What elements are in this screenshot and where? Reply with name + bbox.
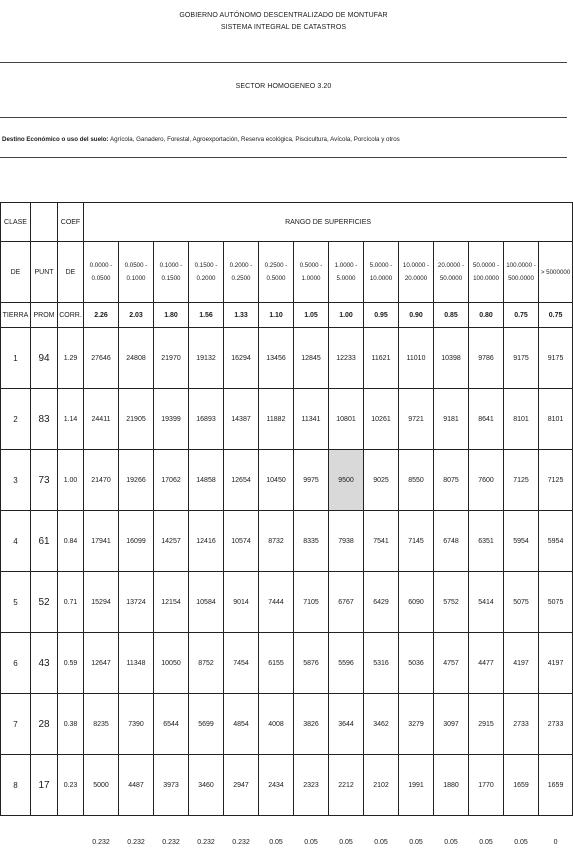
value-cell: 10398 (434, 328, 469, 389)
footer-value: 0.05 (504, 816, 539, 850)
range-column-header: 0.1000 - 0.1500 (154, 242, 189, 303)
table-row (1, 389, 573, 450)
value-cell: 9500 (329, 450, 364, 511)
range-coefficient: 1.80 (154, 303, 189, 328)
value-cell: 10450 (259, 450, 294, 511)
table-row (1, 694, 573, 755)
value-cell: 8235 (84, 694, 119, 755)
range-column-header: 50.0000 - 100.0000 (469, 242, 504, 303)
value-cell: 7541 (364, 511, 399, 572)
table-row (1, 633, 573, 694)
value-cell: 5954 (539, 511, 573, 572)
value-cell: 6748 (434, 511, 469, 572)
range-coefficient: 0.90 (399, 303, 434, 328)
value-cell: 8335 (294, 511, 329, 572)
coef-cell: 0.59 (58, 633, 84, 694)
value-cell: 6429 (364, 572, 399, 633)
footer-value: 0.05 (259, 816, 294, 850)
range-coefficient: 1.10 (259, 303, 294, 328)
value-cell: 4477 (469, 633, 504, 694)
value-cell: 9181 (434, 389, 469, 450)
value-cell: 2434 (259, 755, 294, 816)
value-cell: 4008 (259, 694, 294, 755)
value-cell: 21905 (119, 389, 154, 450)
value-cell: 14858 (189, 450, 224, 511)
value-cell: 10050 (154, 633, 189, 694)
range-column-header: 0.5000 - 1.0000 (294, 242, 329, 303)
value-cell: 13724 (119, 572, 154, 633)
value-cell: 8550 (399, 450, 434, 511)
range-coefficient: 0.95 (364, 303, 399, 328)
value-cell: 9175 (539, 328, 573, 389)
sector-title: SECTOR HOMOGENEO 3.20 (0, 83, 567, 90)
value-cell: 11010 (399, 328, 434, 389)
valuation-table (0, 202, 573, 850)
value-cell: 5036 (399, 633, 434, 694)
value-cell: 4757 (434, 633, 469, 694)
value-cell: 8101 (504, 389, 539, 450)
value-cell: 9175 (504, 328, 539, 389)
value-cell: 14257 (154, 511, 189, 572)
value-cell: 8075 (434, 450, 469, 511)
footer-value: 0.232 (224, 816, 259, 850)
value-cell: 2915 (469, 694, 504, 755)
value-cell: 2947 (224, 755, 259, 816)
value-cell: 3097 (434, 694, 469, 755)
value-cell: 11348 (119, 633, 154, 694)
clase-cell: 7 (1, 694, 31, 755)
footer-blank (31, 816, 58, 850)
value-cell: 12154 (154, 572, 189, 633)
value-cell: 7125 (539, 450, 573, 511)
footer-row (1, 816, 573, 850)
value-cell: 4197 (539, 633, 573, 694)
punt-cell: 43 (31, 633, 58, 694)
header-divider (0, 157, 567, 158)
coef-cell: 1.29 (58, 328, 84, 389)
clase-cell: 6 (1, 633, 31, 694)
coef-cell: 1.14 (58, 389, 84, 450)
coef-cell: 0.38 (58, 694, 84, 755)
value-cell: 7125 (504, 450, 539, 511)
value-cell: 11621 (364, 328, 399, 389)
value-cell: 4487 (119, 755, 154, 816)
system-title: SISTEMA INTEGRAL DE CATASTROS (0, 24, 567, 31)
value-cell: 5075 (504, 572, 539, 633)
value-cell: 3826 (294, 694, 329, 755)
value-cell: 5954 (504, 511, 539, 572)
value-cell: 8732 (259, 511, 294, 572)
range-column-header: 5.0000 - 10.0000 (364, 242, 399, 303)
value-cell: 19132 (189, 328, 224, 389)
range-coefficient: 0.80 (469, 303, 504, 328)
value-cell: 5699 (189, 694, 224, 755)
value-cell: 5876 (294, 633, 329, 694)
value-cell: 12654 (224, 450, 259, 511)
value-cell: 9014 (224, 572, 259, 633)
value-cell: 12416 (189, 511, 224, 572)
value-cell: 4854 (224, 694, 259, 755)
value-cell: 12647 (84, 633, 119, 694)
value-cell: 17941 (84, 511, 119, 572)
value-cell: 10574 (224, 511, 259, 572)
value-cell: 2102 (364, 755, 399, 816)
range-column-header: 1.0000 - 5.0000 (329, 242, 364, 303)
value-cell: 17062 (154, 450, 189, 511)
coef-cell: 0.23 (58, 755, 84, 816)
value-cell: 3279 (399, 694, 434, 755)
clase-cell: 4 (1, 511, 31, 572)
value-cell: 8641 (469, 389, 504, 450)
footer-value: 0.232 (119, 816, 154, 850)
footer-blank (58, 816, 84, 850)
footer-value: 0.232 (84, 816, 119, 850)
value-cell: 12233 (329, 328, 364, 389)
table-row (1, 755, 573, 816)
value-cell: 11341 (294, 389, 329, 450)
footer-value: 0 (539, 816, 573, 850)
value-cell: 7145 (399, 511, 434, 572)
punt-cell: 17 (31, 755, 58, 816)
range-header: RANGO DE SUPERFICIES (84, 203, 573, 242)
punt-cell: 83 (31, 389, 58, 450)
punt-header-blank (31, 203, 58, 242)
value-cell: 27646 (84, 328, 119, 389)
table-row (1, 328, 573, 389)
value-cell: 5414 (469, 572, 504, 633)
header-divider (0, 117, 567, 118)
punt-cell: 28 (31, 694, 58, 755)
clase-cell: 8 (1, 755, 31, 816)
value-cell: 5596 (329, 633, 364, 694)
coef-header-de: DE (58, 242, 84, 303)
value-cell: 7600 (469, 450, 504, 511)
value-cell: 24411 (84, 389, 119, 450)
header-divider (0, 62, 567, 63)
value-cell: 19399 (154, 389, 189, 450)
coef-header-corr: CORR. (58, 303, 84, 328)
clase-cell: 5 (1, 572, 31, 633)
value-cell: 4197 (504, 633, 539, 694)
footer-value: 0.05 (469, 816, 504, 850)
range-column-header: 10.0000 - 20.0000 (399, 242, 434, 303)
value-cell: 8101 (539, 389, 573, 450)
value-cell: 7105 (294, 572, 329, 633)
value-cell: 9025 (364, 450, 399, 511)
range-column-header: 20.0000 - 50.0000 (434, 242, 469, 303)
value-cell: 16294 (224, 328, 259, 389)
range-coefficient: 0.75 (539, 303, 573, 328)
value-cell: 2733 (504, 694, 539, 755)
value-cell: 6155 (259, 633, 294, 694)
punt-cell: 94 (31, 328, 58, 389)
land-use-value: Agrícola, Ganadero, Forestal, Agroexportación, Reserva ecológica, Piscicultura, Avícola, Porcícola y otros (110, 136, 400, 143)
range-column-header: 0.0000 - 0.0500 (84, 242, 119, 303)
punt-header-prom: PROM (31, 303, 58, 328)
coef-cell: 0.71 (58, 572, 84, 633)
value-cell: 14387 (224, 389, 259, 450)
value-cell: 3644 (329, 694, 364, 755)
table-row (1, 572, 573, 633)
value-cell: 15294 (84, 572, 119, 633)
range-column-header: 100.0000 - 500.0000 (504, 242, 539, 303)
value-cell: 2212 (329, 755, 364, 816)
value-cell: 16099 (119, 511, 154, 572)
value-cell: 9721 (399, 389, 434, 450)
range-column-header: 0.1500 - 0.2000 (189, 242, 224, 303)
value-cell: 10801 (329, 389, 364, 450)
range-coefficient: 0.85 (434, 303, 469, 328)
value-cell: 1659 (539, 755, 573, 816)
coef-cell: 1.00 (58, 450, 84, 511)
value-cell: 11882 (259, 389, 294, 450)
coef-cell: 0.84 (58, 511, 84, 572)
range-coefficient: 1.33 (224, 303, 259, 328)
institution-title: GOBIERNO AUTÓNOMO DESCENTRALIZADO DE MONTUFAR (0, 12, 567, 19)
value-cell: 21470 (84, 450, 119, 511)
clase-cell: 3 (1, 450, 31, 511)
range-coefficient: 1.56 (189, 303, 224, 328)
value-cell: 1991 (399, 755, 434, 816)
clase-cell: 2 (1, 389, 31, 450)
footer-value: 0.05 (434, 816, 469, 850)
footer-value: 0.05 (399, 816, 434, 850)
value-cell: 19266 (119, 450, 154, 511)
value-cell: 3462 (364, 694, 399, 755)
range-column-header: 0.2500 - 0.5000 (259, 242, 294, 303)
punt-cell: 73 (31, 450, 58, 511)
value-cell: 10584 (189, 572, 224, 633)
value-cell: 7938 (329, 511, 364, 572)
range-coefficient: 1.00 (329, 303, 364, 328)
value-cell: 6544 (154, 694, 189, 755)
coef-header: COEF (58, 203, 84, 242)
value-cell: 3460 (189, 755, 224, 816)
value-cell: 2733 (539, 694, 573, 755)
clase-header-tierra: TIERRA (1, 303, 31, 328)
value-cell: 21970 (154, 328, 189, 389)
value-cell: 24808 (119, 328, 154, 389)
punt-cell: 52 (31, 572, 58, 633)
value-cell: 5316 (364, 633, 399, 694)
range-coefficient: 1.05 (294, 303, 329, 328)
footer-value: 0.232 (189, 816, 224, 850)
value-cell: 6767 (329, 572, 364, 633)
punt-header: PUNT (31, 242, 58, 303)
value-cell: 3973 (154, 755, 189, 816)
value-cell: 9975 (294, 450, 329, 511)
footer-value: 0.05 (364, 816, 399, 850)
value-cell: 1659 (504, 755, 539, 816)
range-coefficient: 0.75 (504, 303, 539, 328)
value-cell: 7454 (224, 633, 259, 694)
range-column-header: > 5000000 (539, 242, 573, 303)
value-cell: 5000 (84, 755, 119, 816)
value-cell: 10261 (364, 389, 399, 450)
footer-blank (1, 816, 31, 850)
value-cell: 1880 (434, 755, 469, 816)
value-cell: 13456 (259, 328, 294, 389)
footer-value: 0.232 (154, 816, 189, 850)
footer-value: 0.05 (294, 816, 329, 850)
value-cell: 9786 (469, 328, 504, 389)
footer-value: 0.05 (329, 816, 364, 850)
value-cell: 7390 (119, 694, 154, 755)
land-use-line (2, 136, 562, 143)
range-column-header: 0.0500 - 0.1000 (119, 242, 154, 303)
document-header (0, 0, 567, 203)
value-cell: 5752 (434, 572, 469, 633)
value-cell: 5075 (539, 572, 573, 633)
table-row (1, 450, 573, 511)
range-coefficient: 2.26 (84, 303, 119, 328)
clase-header-de: DE (1, 242, 31, 303)
value-cell: 6090 (399, 572, 434, 633)
land-use-label: Destino Económico o uso del suelo: (2, 136, 109, 143)
value-cell: 2323 (294, 755, 329, 816)
value-cell: 12845 (294, 328, 329, 389)
punt-cell: 61 (31, 511, 58, 572)
table-row (1, 511, 573, 572)
range-column-header: 0.2000 - 0.2500 (224, 242, 259, 303)
value-cell: 7444 (259, 572, 294, 633)
clase-cell: 1 (1, 328, 31, 389)
range-coefficient: 2.03 (119, 303, 154, 328)
value-cell: 6351 (469, 511, 504, 572)
value-cell: 16893 (189, 389, 224, 450)
value-cell: 8752 (189, 633, 224, 694)
clase-header: CLASE (1, 203, 31, 242)
value-cell: 1770 (469, 755, 504, 816)
